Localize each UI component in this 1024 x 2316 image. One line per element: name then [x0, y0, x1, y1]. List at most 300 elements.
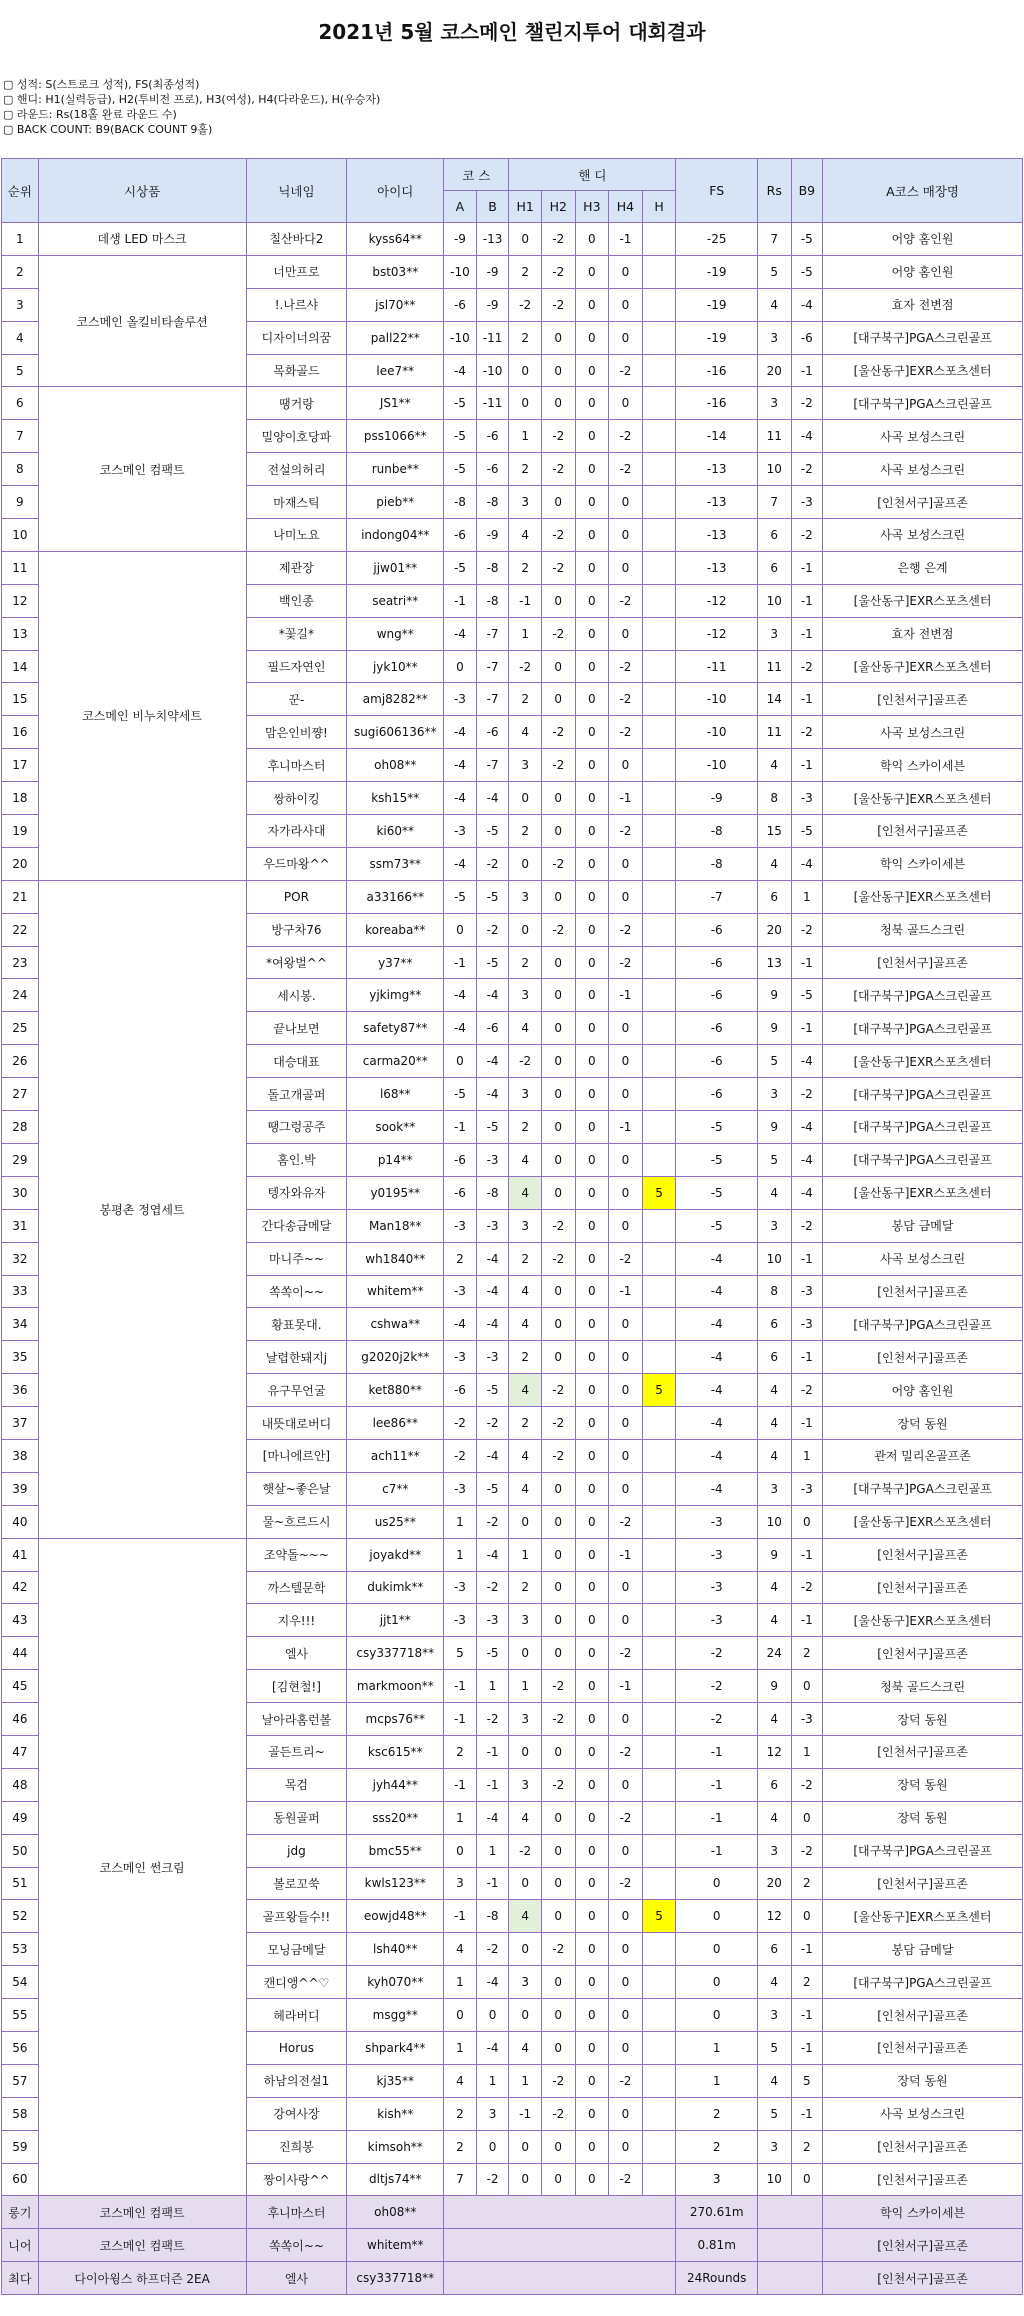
cell-b: -1 — [476, 1735, 509, 1768]
cell-b9: -1 — [791, 617, 823, 650]
cell-nickname: 제관장 — [246, 551, 347, 584]
cell-rank: 38 — [2, 1439, 39, 1472]
cell-store: [인천서구]골프존 — [823, 1341, 1023, 1374]
cell-b: 1 — [476, 1834, 509, 1867]
cell-h2: 0 — [541, 946, 575, 979]
cell-rs: 11 — [757, 716, 791, 749]
cell-h — [642, 1275, 676, 1308]
cell-id: Man18** — [347, 1209, 444, 1242]
cell-fs: -10 — [676, 749, 758, 782]
cell-fs: -4 — [676, 1472, 758, 1505]
cell-a: 0 — [444, 1834, 477, 1867]
cell-fs: -10 — [676, 683, 758, 716]
cell-b: -2 — [476, 1933, 509, 1966]
cell-h4: 0 — [609, 617, 643, 650]
cell-store: [대구북구]PGA스크린골프 — [823, 1078, 1023, 1111]
cell-h3: 0 — [575, 1637, 609, 1670]
cell-b9: -4 — [791, 1111, 823, 1144]
cell-a: 0 — [444, 650, 477, 683]
cell-b9: -1 — [791, 1012, 823, 1045]
cell-rank: 55 — [2, 1999, 39, 2032]
cell-h2: -2 — [541, 1768, 575, 1801]
cell-b9: -4 — [791, 420, 823, 453]
cell-rank: 39 — [2, 1472, 39, 1505]
cell-a: -1 — [444, 1670, 477, 1703]
cell-id: koreaba** — [347, 913, 444, 946]
cell-rank: 32 — [2, 1242, 39, 1275]
cell-h1: 4 — [509, 1472, 542, 1505]
cell-store: [대구북구]PGA스크린골프 — [823, 321, 1023, 354]
cell-h — [642, 650, 676, 683]
cell-id: kyh070** — [347, 1966, 444, 1999]
cell-h3: 0 — [575, 1505, 609, 1538]
cell-b9: 0 — [791, 1900, 823, 1933]
cell-nickname: 우드마왕^^ — [246, 847, 347, 880]
cell-h4: 0 — [609, 2097, 643, 2130]
cell-nickname: 헤라버디 — [246, 1999, 347, 2032]
cell-fs: -12 — [676, 617, 758, 650]
cell-store: [대구북구]PGA스크린골프 — [823, 1966, 1023, 1999]
cell-fs: -19 — [676, 288, 758, 321]
cell-h2: 0 — [541, 584, 575, 617]
cell-h1: -2 — [509, 1045, 542, 1078]
cell-nickname: 간다송금메달 — [246, 1209, 347, 1242]
cell-b: -2 — [476, 1703, 509, 1736]
cell-a: -6 — [444, 1374, 477, 1407]
cell-rank: 14 — [2, 650, 39, 683]
cell-b: -2 — [476, 1407, 509, 1440]
cell-h4: -2 — [609, 1242, 643, 1275]
cell-h1: 3 — [509, 1966, 542, 1999]
cell-nickname: 모닝금메달 — [246, 1933, 347, 1966]
cell-rank: 13 — [2, 617, 39, 650]
cell-rank: 9 — [2, 486, 39, 519]
cell-h1: 3 — [509, 1209, 542, 1242]
cell-fs: -2 — [676, 1670, 758, 1703]
cell-h — [642, 847, 676, 880]
cell-nickname: 밀양이호당파 — [246, 420, 347, 453]
cell-h — [642, 1637, 676, 1670]
cell-id: ksc615** — [347, 1735, 444, 1768]
cell-a: 1 — [444, 1505, 477, 1538]
cell-h4: 0 — [609, 1768, 643, 1801]
cell-rs: 7 — [757, 486, 791, 519]
cell-h1: 2 — [509, 683, 542, 716]
cell-nickname: 캔디앵^^♡ — [246, 1966, 347, 1999]
cell-rank: 10 — [2, 519, 39, 552]
cell-b9: -4 — [791, 847, 823, 880]
cell-h3: 0 — [575, 617, 609, 650]
cell-h4: 0 — [609, 1012, 643, 1045]
cell-id: kimsoh** — [347, 2130, 444, 2163]
cell-h1: -2 — [509, 650, 542, 683]
cell-b: -2 — [476, 1505, 509, 1538]
cell-b9: -2 — [791, 519, 823, 552]
table-row — [2, 551, 1023, 584]
cell-rank: 52 — [2, 1900, 39, 1933]
cell-store: [인천서구]골프존 — [823, 486, 1023, 519]
cell-prize: 코스메인 올킬비타솔루션 — [38, 255, 246, 387]
cell-h4: 0 — [609, 1308, 643, 1341]
cell-h — [642, 223, 676, 256]
cell-store: 효자 전변점 — [823, 617, 1023, 650]
cell-a: -4 — [444, 749, 477, 782]
cell-h4: 0 — [609, 288, 643, 321]
cell-h2: 0 — [541, 1966, 575, 1999]
cell-id: y0195** — [347, 1176, 444, 1209]
cell-b9: -2 — [791, 1209, 823, 1242]
cell-h1: 4 — [509, 1308, 542, 1341]
cell-h1: 0 — [509, 847, 542, 880]
cell-store: [인천서구]골프존 — [823, 2130, 1023, 2163]
cell-b9: 1 — [791, 1735, 823, 1768]
cell-fs: -1 — [676, 1801, 758, 1834]
cell-h3: 0 — [575, 551, 609, 584]
cell-b9: 5 — [791, 2064, 823, 2097]
cell-h1: 4 — [509, 519, 542, 552]
cell-store: [울산동구]EXR스포츠센터 — [823, 1604, 1023, 1637]
cell-rank: 27 — [2, 1078, 39, 1111]
cell-h1: 1 — [509, 420, 542, 453]
cell-h — [642, 1209, 676, 1242]
cell-h — [642, 946, 676, 979]
cell-h3: 0 — [575, 354, 609, 387]
cell-rank: 54 — [2, 1966, 39, 1999]
cell-rs: 12 — [757, 1735, 791, 1768]
cell-store: 사곡 보성스크린 — [823, 1242, 1023, 1275]
cell-h3: 0 — [575, 387, 609, 420]
cell-h3: 0 — [575, 880, 609, 913]
cell-id: amj8282** — [347, 683, 444, 716]
cell-nickname: 나미노요 — [246, 519, 347, 552]
cell-b: -5 — [476, 1111, 509, 1144]
cell-store: [대구북구]PGA스크린골프 — [823, 387, 1023, 420]
cell-b: -7 — [476, 650, 509, 683]
cell-b9: -3 — [791, 1703, 823, 1736]
cell-store: 청북 골드스크린 — [823, 1670, 1023, 1703]
cell-b: -6 — [476, 1012, 509, 1045]
cell-a: -1 — [444, 1111, 477, 1144]
cell-h4: 0 — [609, 880, 643, 913]
award-row — [2, 2229, 1023, 2262]
cell-a: -8 — [444, 486, 477, 519]
cell-h3: 0 — [575, 321, 609, 354]
cell-rs: 4 — [757, 1439, 791, 1472]
cell-h3: 0 — [575, 749, 609, 782]
cell-h1: 2 — [509, 551, 542, 584]
cell-fs: 2 — [676, 2097, 758, 2130]
cell-h3: 0 — [575, 486, 609, 519]
cell-rs: 14 — [757, 683, 791, 716]
cell-h1: 4 — [509, 1012, 542, 1045]
cell-store: 청북 골드스크린 — [823, 913, 1023, 946]
award-row — [2, 2196, 1023, 2229]
cell-fs: -13 — [676, 453, 758, 486]
cell-h1: 4 — [509, 2031, 542, 2064]
cell-h — [642, 1703, 676, 1736]
cell-b9: 0 — [791, 1505, 823, 1538]
cell-h2: -2 — [541, 2064, 575, 2097]
cell-nickname: 햇살~좋은날 — [246, 1472, 347, 1505]
cell-nickname: !.나르샤 — [246, 288, 347, 321]
cell-h — [642, 2064, 676, 2097]
cell-store: [인천서구]골프존 — [823, 683, 1023, 716]
cell-a: -5 — [444, 453, 477, 486]
cell-h2: 0 — [541, 1505, 575, 1538]
cell-store: 은행 은계 — [823, 551, 1023, 584]
cell-h — [642, 1966, 676, 1999]
cell-store: 사곡 보성스크린 — [823, 2097, 1023, 2130]
cell-h1: 3 — [509, 486, 542, 519]
cell-rank: 29 — [2, 1143, 39, 1176]
cell-rank: 31 — [2, 1209, 39, 1242]
cell-a: -10 — [444, 321, 477, 354]
cell-id: jjw01** — [347, 551, 444, 584]
cell-h — [642, 551, 676, 584]
cell-h2: 0 — [541, 2163, 575, 2196]
cell-fs: -6 — [676, 979, 758, 1012]
cell-h2: 0 — [541, 650, 575, 683]
cell-rank: 8 — [2, 453, 39, 486]
cell-a: -5 — [444, 420, 477, 453]
cell-rs: 5 — [757, 255, 791, 288]
cell-h1: 4 — [509, 1176, 542, 1209]
cell-fs: -5 — [676, 1176, 758, 1209]
cell-h2: 0 — [541, 1143, 575, 1176]
cell-store: 관저 밀리온골프존 — [823, 1439, 1023, 1472]
cell-h4: 0 — [609, 1933, 643, 1966]
cell-h3: 0 — [575, 1604, 609, 1637]
cell-b9: 2 — [791, 2130, 823, 2163]
cell-b: -4 — [476, 1538, 509, 1571]
cell-h1: 0 — [509, 354, 542, 387]
cell-b: -5 — [476, 1637, 509, 1670]
cell-h2: -2 — [541, 1209, 575, 1242]
cell-nickname: 날렵한돼지j — [246, 1341, 347, 1374]
cell-h — [642, 1834, 676, 1867]
cell-h4: -2 — [609, 1801, 643, 1834]
cell-h2: 0 — [541, 683, 575, 716]
cell-h4: 0 — [609, 1439, 643, 1472]
cell-h4: -2 — [609, 420, 643, 453]
cell-store: [울산동구]EXR스포츠센터 — [823, 584, 1023, 617]
cell-h — [642, 288, 676, 321]
cell-h1: 1 — [509, 1670, 542, 1703]
cell-h3: 0 — [575, 2064, 609, 2097]
cell-fs: -6 — [676, 1012, 758, 1045]
cell-h — [642, 1768, 676, 1801]
cell-store: [대구북구]PGA스크린골프 — [823, 1472, 1023, 1505]
cell-rs: 4 — [757, 1374, 791, 1407]
cell-h — [642, 354, 676, 387]
header-rank: 순위 — [2, 159, 39, 223]
cell-rank: 46 — [2, 1703, 39, 1736]
cell-store: [인천서구]골프존 — [823, 1867, 1023, 1900]
cell-id: dukimk** — [347, 1571, 444, 1604]
cell-h1: 4 — [509, 1374, 542, 1407]
cell-fs: 0 — [676, 1900, 758, 1933]
cell-b: -1 — [476, 1867, 509, 1900]
cell-rs: 4 — [757, 1176, 791, 1209]
cell-rs: 3 — [757, 1078, 791, 1111]
cell-a: 0 — [444, 1999, 477, 2032]
cell-a: 2 — [444, 2097, 477, 2130]
cell-b9: 2 — [791, 1966, 823, 1999]
cell-h2: 0 — [541, 1538, 575, 1571]
cell-h4: -2 — [609, 1867, 643, 1900]
cell-h3: 0 — [575, 255, 609, 288]
cell-h4: 0 — [609, 1209, 643, 1242]
cell-a: 4 — [444, 2064, 477, 2097]
cell-b: -6 — [476, 453, 509, 486]
cell-b9: 1 — [791, 880, 823, 913]
cell-h1: 1 — [509, 1538, 542, 1571]
legend-backcount: ▢ BACK COUNT: B9(BACK COUNT 9홀) — [3, 123, 213, 136]
cell-h3: 0 — [575, 453, 609, 486]
cell-nickname: 내뜻대로버디 — [246, 1407, 347, 1440]
cell-rs: 9 — [757, 979, 791, 1012]
cell-h1: 4 — [509, 1900, 542, 1933]
cell-h2: -2 — [541, 1439, 575, 1472]
cell-rank: 15 — [2, 683, 39, 716]
cell-h2: 0 — [541, 1801, 575, 1834]
award-empty — [757, 2262, 822, 2295]
cell-h1: 2 — [509, 1571, 542, 1604]
cell-a: 1 — [444, 2031, 477, 2064]
cell-a: -4 — [444, 847, 477, 880]
cell-rs: 9 — [757, 1538, 791, 1571]
cell-b: -4 — [476, 1275, 509, 1308]
cell-h — [642, 1538, 676, 1571]
cell-h: 5 — [642, 1374, 676, 1407]
cell-nickname: 유구무언굴 — [246, 1374, 347, 1407]
cell-b: -9 — [476, 288, 509, 321]
cell-h4: 0 — [609, 1703, 643, 1736]
cell-rank: 24 — [2, 979, 39, 1012]
cell-h3: 0 — [575, 1801, 609, 1834]
cell-store: [대구북구]PGA스크린골프 — [823, 1308, 1023, 1341]
cell-b: -5 — [476, 880, 509, 913]
cell-h3: 0 — [575, 2097, 609, 2130]
cell-nickname: 칠산바다2 — [246, 223, 347, 256]
cell-b9: -1 — [791, 1242, 823, 1275]
cell-b9: 0 — [791, 1670, 823, 1703]
cell-h4: 0 — [609, 2130, 643, 2163]
cell-nickname: 돌고개골퍼 — [246, 1078, 347, 1111]
cell-b: -4 — [476, 2031, 509, 2064]
cell-fs: -4 — [676, 1407, 758, 1440]
cell-rs: 4 — [757, 2064, 791, 2097]
cell-h — [642, 420, 676, 453]
cell-h2: 0 — [541, 354, 575, 387]
cell-h — [642, 321, 676, 354]
cell-b: -8 — [476, 584, 509, 617]
cell-h1: 2 — [509, 453, 542, 486]
cell-prize: 코스메인 비누치약세트 — [38, 551, 246, 880]
cell-prize: 데생 LED 마스크 — [38, 223, 246, 256]
cell-h2: 0 — [541, 1735, 575, 1768]
cell-store: 장덕 동원 — [823, 2064, 1023, 2097]
cell-id: wng** — [347, 617, 444, 650]
cell-rank: 48 — [2, 1768, 39, 1801]
cell-rs: 3 — [757, 1209, 791, 1242]
cell-h4: 0 — [609, 1078, 643, 1111]
cell-a: 0 — [444, 1045, 477, 1078]
cell-h2: -2 — [541, 288, 575, 321]
cell-nickname: 백인종 — [246, 584, 347, 617]
cell-rank: 18 — [2, 782, 39, 815]
award-row — [2, 2262, 1023, 2295]
cell-store: [대구북구]PGA스크린골프 — [823, 979, 1023, 1012]
cell-fs: -1 — [676, 1735, 758, 1768]
cell-b: -3 — [476, 1209, 509, 1242]
cell-b9: -1 — [791, 584, 823, 617]
cell-b9: -4 — [791, 1045, 823, 1078]
cell-rs: 20 — [757, 913, 791, 946]
cell-b9: -5 — [791, 223, 823, 256]
cell-rs: 3 — [757, 617, 791, 650]
cell-id: jyh44** — [347, 1768, 444, 1801]
cell-h4: -2 — [609, 913, 643, 946]
cell-h1: -1 — [509, 584, 542, 617]
cell-rs: 4 — [757, 1966, 791, 1999]
cell-store: [울산동구]EXR스포츠센터 — [823, 354, 1023, 387]
cell-h4: -2 — [609, 584, 643, 617]
cell-h2: 0 — [541, 1637, 575, 1670]
cell-nickname: 끝나보면 — [246, 1012, 347, 1045]
award-value: 270.61m — [676, 2196, 758, 2229]
cell-h2: 0 — [541, 880, 575, 913]
cell-h4: 0 — [609, 486, 643, 519]
cell-h3: 0 — [575, 946, 609, 979]
cell-a: 3 — [444, 1867, 477, 1900]
cell-h2: -2 — [541, 716, 575, 749]
cell-nickname: 짱이사랑^^ — [246, 2163, 347, 2196]
cell-h4: 0 — [609, 1966, 643, 1999]
cell-id: whitem** — [347, 1275, 444, 1308]
award-value: 24Rounds — [676, 2262, 758, 2295]
cell-store: 사곡 보성스크린 — [823, 519, 1023, 552]
cell-id: ket880** — [347, 1374, 444, 1407]
cell-h2: 0 — [541, 782, 575, 815]
cell-nickname: 디자이너의꿈 — [246, 321, 347, 354]
cell-h3: 0 — [575, 782, 609, 815]
cell-h3: 0 — [575, 1111, 609, 1144]
cell-b9: 0 — [791, 2163, 823, 2196]
award-nickname: 쏙쏙이~~ — [246, 2229, 347, 2262]
cell-b9: -1 — [791, 1604, 823, 1637]
cell-rank: 20 — [2, 847, 39, 880]
cell-id: ki60** — [347, 815, 444, 848]
award-nickname: 후니마스터 — [246, 2196, 347, 2229]
cell-nickname: 황표못대. — [246, 1308, 347, 1341]
cell-b9: -6 — [791, 321, 823, 354]
cell-b: -2 — [476, 2163, 509, 2196]
cell-b9: -5 — [791, 255, 823, 288]
cell-store: [울산동구]EXR스포츠센터 — [823, 650, 1023, 683]
award-id: csy337718** — [347, 2262, 444, 2295]
cell-id: p14** — [347, 1143, 444, 1176]
cell-h2: -2 — [541, 255, 575, 288]
cell-h3: 0 — [575, 2031, 609, 2064]
cell-nickname: Horus — [246, 2031, 347, 2064]
cell-b9: 1 — [791, 1439, 823, 1472]
cell-h — [642, 1012, 676, 1045]
cell-h1: 2 — [509, 255, 542, 288]
award-value: 0.81m — [676, 2229, 758, 2262]
cell-rs: 3 — [757, 1999, 791, 2032]
cell-a: -1 — [444, 946, 477, 979]
